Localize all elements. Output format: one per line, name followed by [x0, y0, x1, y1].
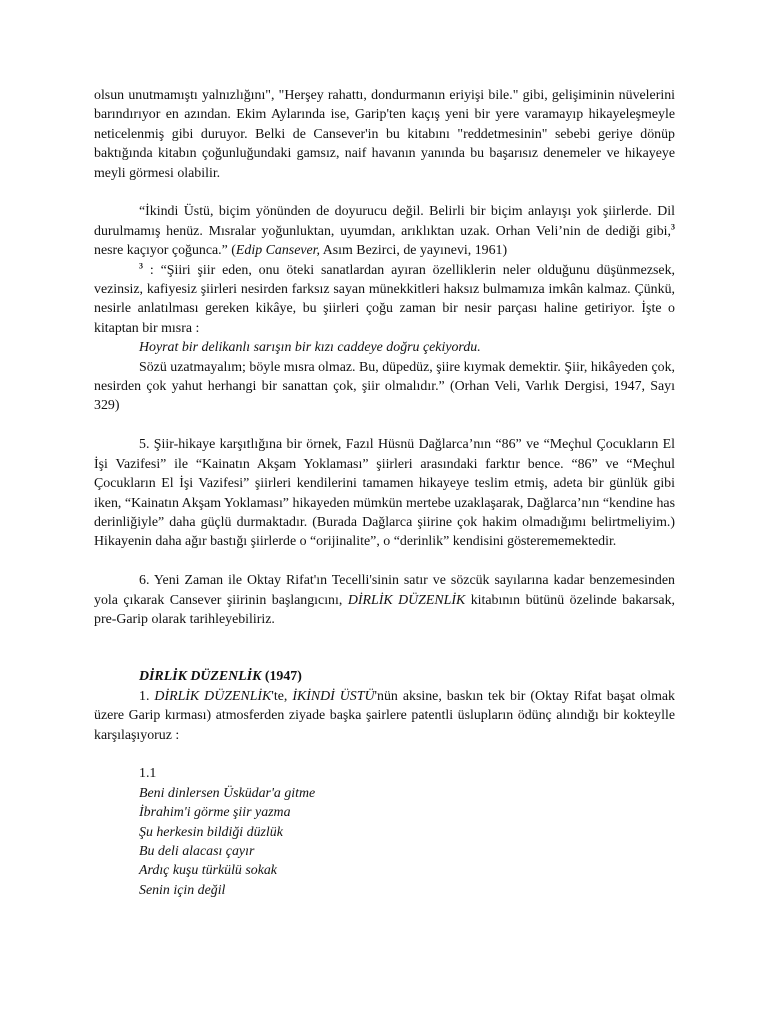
section-p1-mid: 'te, — [271, 688, 293, 704]
quote-text-b: nesre kaçıyor çoğunca.” ( — [94, 243, 236, 259]
paragraph-6-book-title: DİRLİK DÜZENLİK — [347, 592, 466, 608]
paragraph-6-text-b: kitabının bütünü özelinde bakarsak, pre-Garip olarak tarihleyebiliriz. — [94, 592, 676, 627]
footnote-continuation: Sözü uzatmayalım; böyle mısra olmaz. Bu, düpedüz, şiire kıymak demektir. Şiir, hikâyeden çok, nesirden çok yahut herhangi bir sanattan çok, şiir olmalıdır.” (Orhan Veli, Varlık Dergisi, 1947, Sayı 329) — [94, 359, 675, 414]
poem-block — [94, 764, 675, 900]
footnote-3 — [94, 261, 675, 339]
paragraph-5: 5. Şiir-hikaye karşıtlığına bir örnek, Fazıl Hüsnü Dağlarca’nın “86” ve “Meçhul Çocukların El İşi Vazifesi” ile “Kainatın Akşam Yoklaması” şiirleri arasındaki farktır bence. “86” ve “Meçhul Çocukların El İşi Vazifesi” şiirleri kendilerini tamamen hikayeye teslim etmiş, adeta bir günlük gibi iken, “Kainatın Akşam Yoklaması” hikayeden mümkün mertebe uzaklaşarak, Dağlarca’nın “kendine has derinliğiyle” daha güçlü durmaktadır. (Burada Dağlarca şiirine çok hakim olmadığımı belirtmeliyim.) Hikayenin daha ağır bastığı şiirlerde o “orijinalite”, o “derinlik” kendisini gösterememektedir. — [94, 437, 675, 550]
section-paragraph-1 — [94, 687, 675, 745]
footnote-verse: Hoyrat bir delikanlı sarışın bir kızı caddeye doğru çekiyordu. — [139, 340, 481, 356]
document-page — [94, 86, 675, 900]
poem-line: Ardıç kuşu türkülü sokak — [139, 863, 277, 879]
section-p1-book: DİRLİK DÜZENLİK — [154, 688, 272, 704]
footnote-ref: 3 — [671, 222, 675, 232]
section-p1-book2: İKİNDİ ÜSTÜ — [292, 688, 375, 704]
poem-line: Senin için değil — [139, 882, 226, 898]
section-p1-rest: 'nün aksine, baskın tek bir (Oktay Rifat başat olmak üzere Garip kırması) atmosferden ziyade başka şairlere patentli üslupların ödünç alındığı bir kokteylle karşılaşıyoruz : — [94, 688, 675, 743]
section-p1-num: 1. — [139, 688, 155, 704]
paragraph-intro: olsun unutmamıştı yalnızlığını", "Herşey rahattı, dondurmanın eriyişi bile." gibi, gelişiminin nüvelerini barındırıyor en azından. Ekim Aylarında ise, Garip'ten kaçış yeni bir yere varamayıp hikayeleşmeyle neticelenmiş gibi duruyor. Belki de Cansever'in bu kitabını "reddetmesinin" sebebi geriye dönüp baktığında kitabın çoğunluğundaki gamsız, naif havanın yanında bu başarısız denemeler ve hikayeye meyli görmesi olabilir. — [94, 88, 675, 181]
poem-line: Şu herkesin bildiği düzlük — [139, 824, 283, 840]
quote-text-a: “İkindi Üstü, biçim yönünden de doyurucu değil. Belirli bir biçim anlayışı yok şiirlerde. Dil durulmamış henüz. Mısralar yoğunluktan, uyumdan, arıklıktan uzak. Orhan Veli’nin de dediği gibi, — [94, 204, 675, 239]
paragraph-6-text-a: 6. Yeni Zaman ile Oktay Rifat'ın Tecelli'sinin satır ve sözcük sayılarına kadar benzemesinden yola çıkarak Cansever şiirinin başlangıcını, — [94, 573, 675, 608]
section-heading — [94, 667, 675, 686]
paragraph-6 — [94, 571, 675, 629]
quote-source-rest: Asım Bezirci, de yayınevi, 1961) — [320, 243, 508, 259]
footnote-mark: 3 — [139, 261, 143, 271]
section-title: DİRLİK DÜZENLİK — [139, 669, 262, 685]
poem-number: 1.1 — [139, 766, 157, 782]
footnote-text: : “Şiiri şiir eden, onu öteki sanatlardan ayıran özelliklerin neler olduğunu düşünmezsek, vezinsiz, kafiyesiz şiirleri nesirden farksız sayan münekkitleri haksız bulmamıza imkân kalmaz. Çünkü, nesirle anlatılması gereken kikâye, bu şiirleri çoğu zaman bir nesir parçası haline getiriyor. İşte o kitaptan bir mısra : — [94, 262, 675, 336]
poem-line: Beni dinlersen Üsküdar'a gitme — [139, 785, 316, 801]
quote-bezirci — [94, 202, 675, 260]
quote-source-author: Edip Cansever, — [235, 243, 321, 259]
section-year: (1947) — [261, 669, 302, 685]
poem-line: İbrahim'i görme şiir yazma — [139, 805, 291, 821]
poem-line: Bu deli alacası çayır — [139, 843, 255, 859]
